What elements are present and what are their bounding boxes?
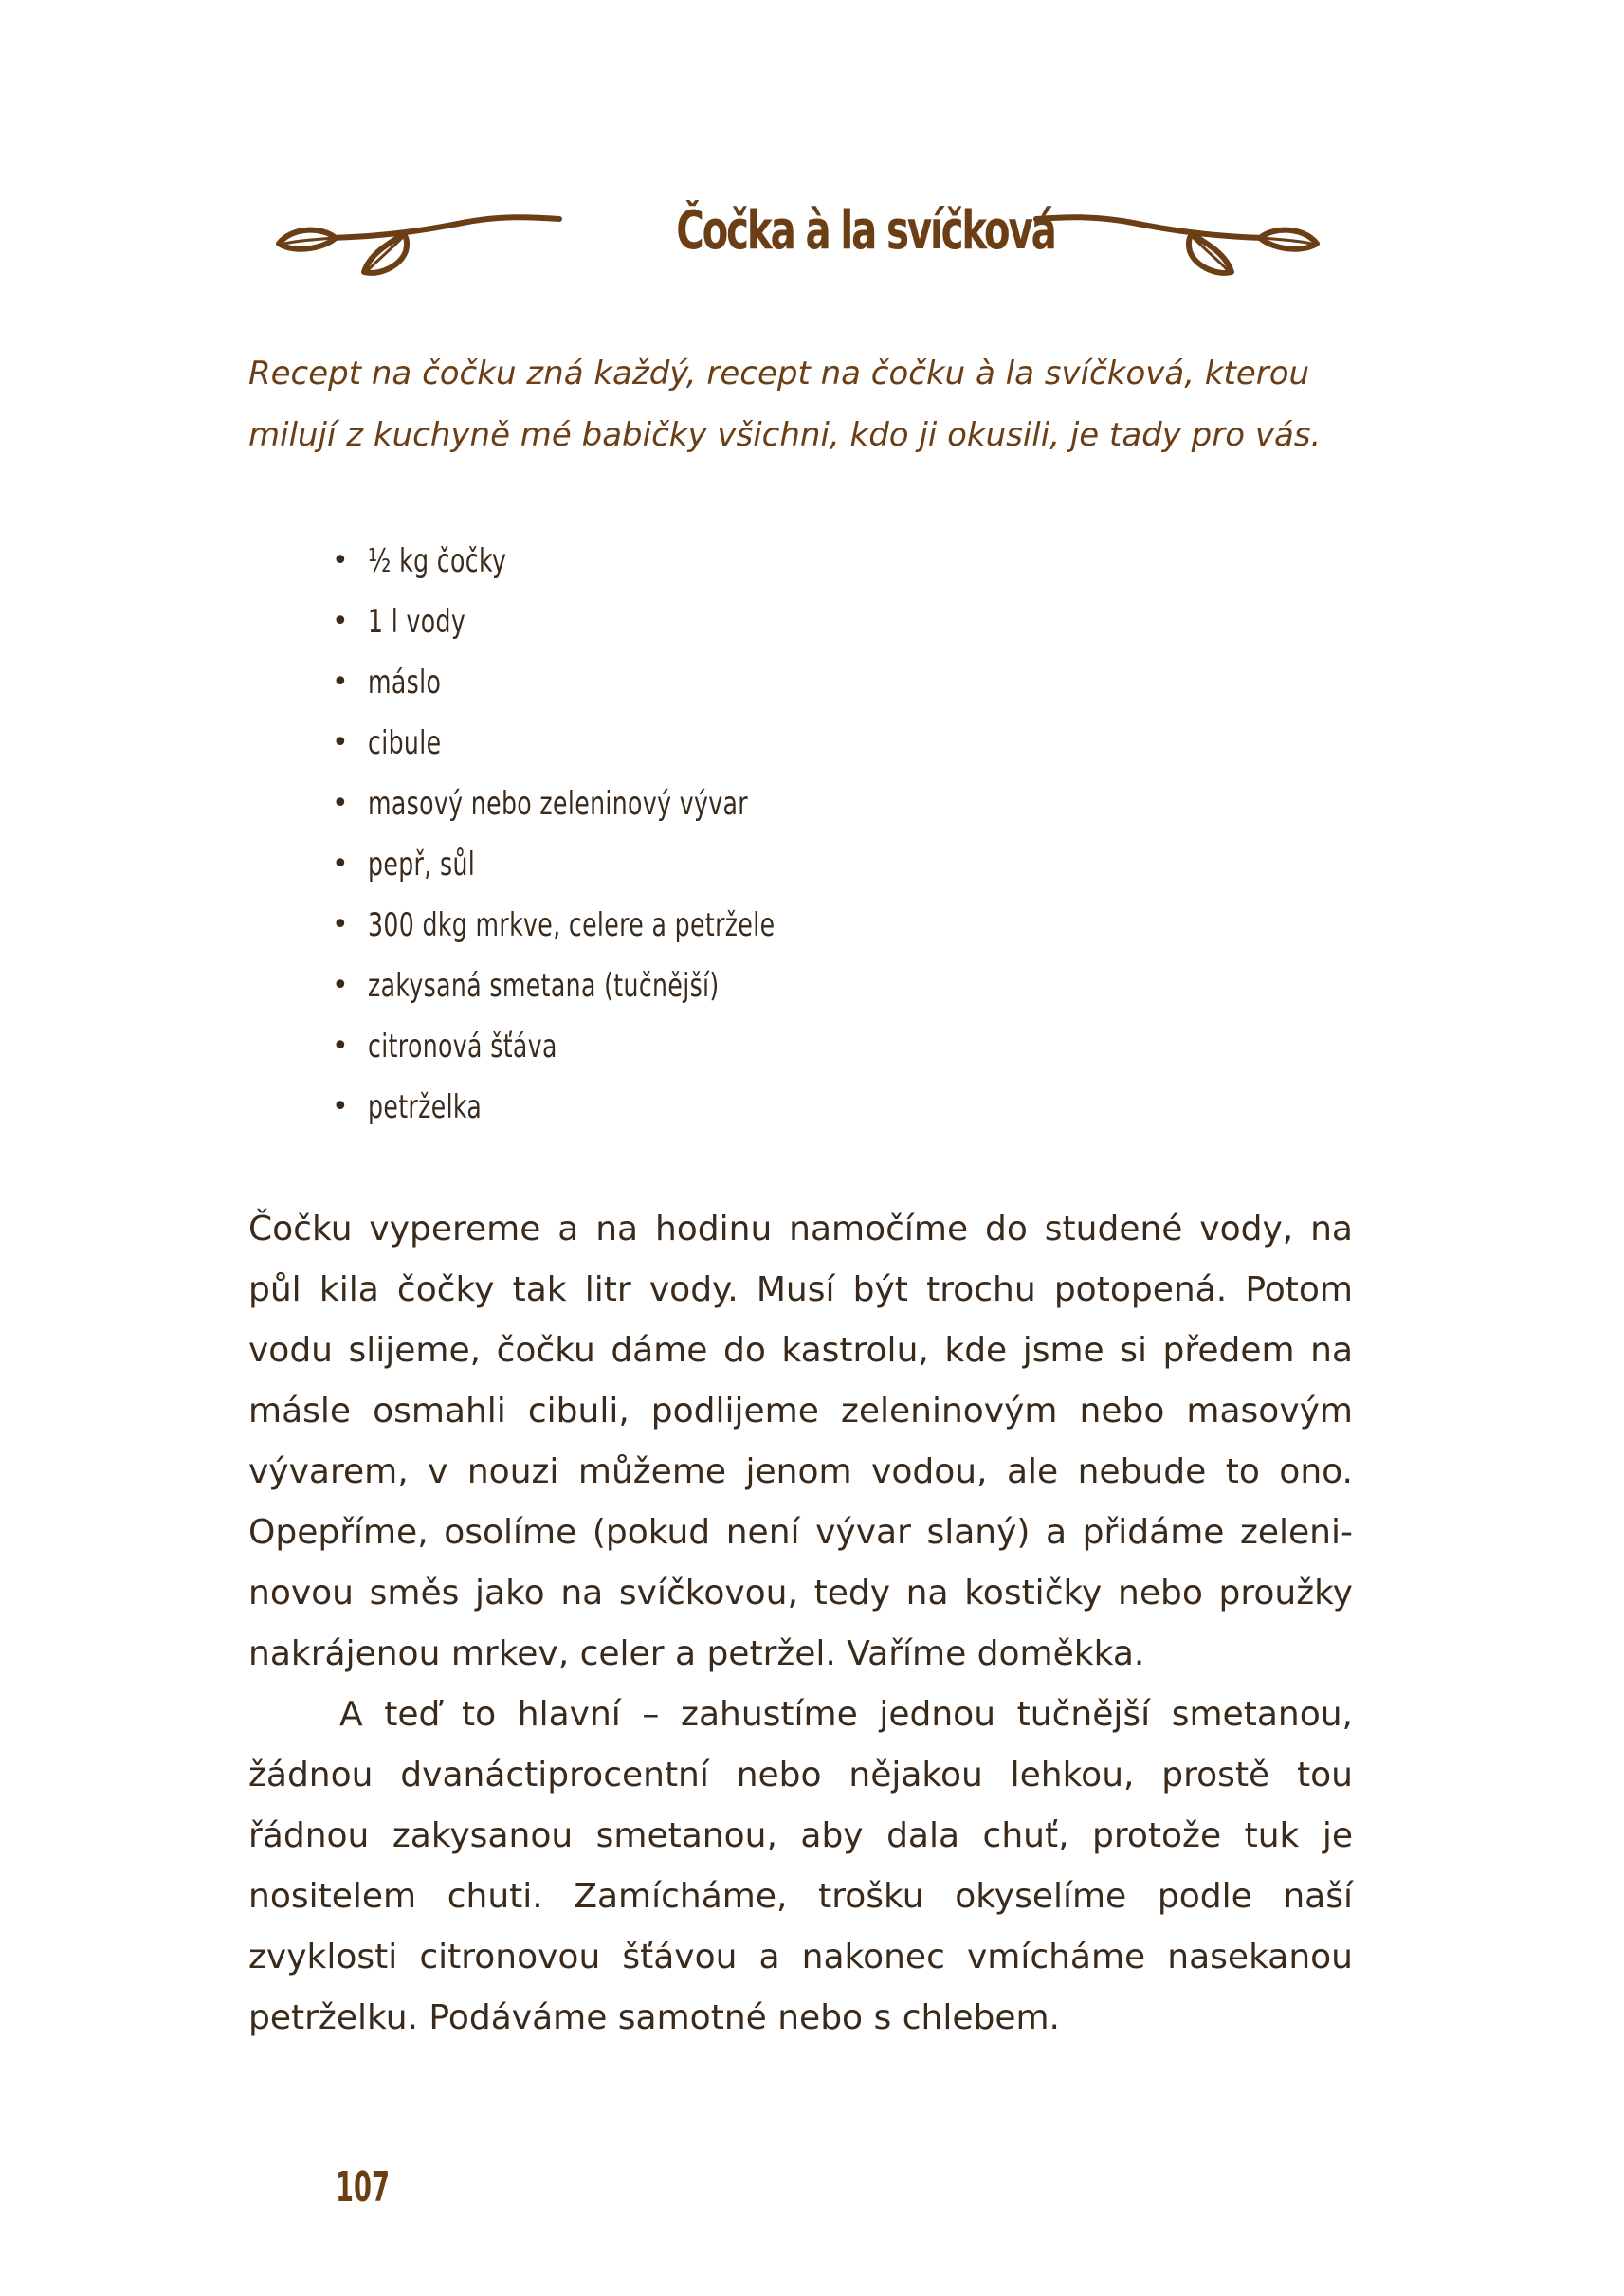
ingredient-text: citronová šťáva [368,1028,557,1066]
right-vine-ornament-icon [1029,202,1323,287]
bullet-icon: • [332,726,349,759]
intro-line: Recept na čočku zná každý, recept na čočku à la svíčková, kterou [248,355,1310,392]
ingredient-text: máslo [368,664,442,702]
text-line: vývarem, v nouzi můžeme jenom vodou, ale nebude to ono. [248,1452,1353,1491]
recipe-title: Čočka à la svíčková [676,200,1055,262]
text-line: Čočku vypereme a na hodinu namočíme do studené vody, na [248,1210,1353,1248]
ingredient-text: petrželka [368,1088,483,1126]
bullet-icon: • [332,1090,349,1123]
intro-line: milují z kuchyně mé babičky všichni, kdo ji okusili, je tady pro vás. [248,416,1322,454]
text-line: Opepříme, osolíme (pokud není vývar slaný) a přidáme zeleni- [248,1513,1353,1552]
ingredient-text: cibule [368,724,442,762]
text-line: nakrájenou mrkev, celer a petržel. Vaříme doměkka. [248,1634,1145,1673]
recipe-instructions [248,1199,1353,2049]
page-number: 107 [336,2163,390,2212]
ingredient-item [332,592,918,652]
bullet-icon: • [332,787,349,820]
ingredient-item [332,652,918,713]
ingredients-list [332,531,918,1138]
ingredient-item [332,713,918,774]
ingredient-text: pepř, sůl [368,846,476,884]
ingredient-item [332,834,918,895]
title-row [0,185,1624,299]
text-line: novou směs jako na svíčkovou, tedy na kostičky nebo proužky [248,1574,1353,1613]
recipe-intro [248,343,1358,466]
ingredient-text: ½ kg čočky [368,542,507,580]
text-line: řádnou zakysanou smetanou, aby dala chuť, protože tuk je [248,1816,1353,1855]
text-line: petrželku. Podáváme samotné nebo s chlebem. [248,1998,1060,2037]
instructions-paragraph [248,1199,1353,1685]
bullet-icon: • [332,1030,349,1063]
ingredient-item [332,531,918,592]
ingredient-text: masový nebo zeleninový vývar [368,785,748,823]
ingredient-item [332,956,918,1016]
bullet-icon: • [332,605,349,638]
bullet-icon: • [332,665,349,699]
bullet-icon: • [332,847,349,881]
instructions-paragraph [248,1685,1353,2049]
left-vine-ornament-icon [273,202,567,287]
ingredient-item [332,774,918,834]
ingredient-text: 300 dkg mrkve, celere a petržele [368,906,776,944]
ingredient-item [332,1016,918,1077]
text-line: zvyklosti citronovou šťávou a nakonec vmícháme nasekanou [248,1938,1353,1977]
text-line: nositelem chuti. Zamícháme, trošku okyselíme podle naší [248,1877,1353,1916]
ingredient-text: 1 l vody [368,603,466,641]
text-line: půl kila čočky tak litr vody. Musí být trochu potopená. Potom [248,1270,1353,1309]
ingredient-item [332,1077,918,1138]
text-line: A teď to hlavní – zahustíme jednou tučnější smetanou, [339,1695,1353,1734]
bullet-icon: • [332,544,349,577]
ingredient-text: zakysaná smetana (tučnější) [368,967,720,1005]
text-line: vodu slijeme, čočku dáme do kastrolu, kde jsme si předem na [248,1331,1353,1370]
ingredient-item [332,895,918,956]
bullet-icon: • [332,969,349,1002]
bullet-icon: • [332,908,349,941]
text-line: másle osmahli cibuli, podlijeme zeleninovým nebo masovým [248,1392,1353,1430]
text-line: žádnou dvanáctiprocentní nebo nějakou lehkou, prostě tou [248,1756,1353,1795]
